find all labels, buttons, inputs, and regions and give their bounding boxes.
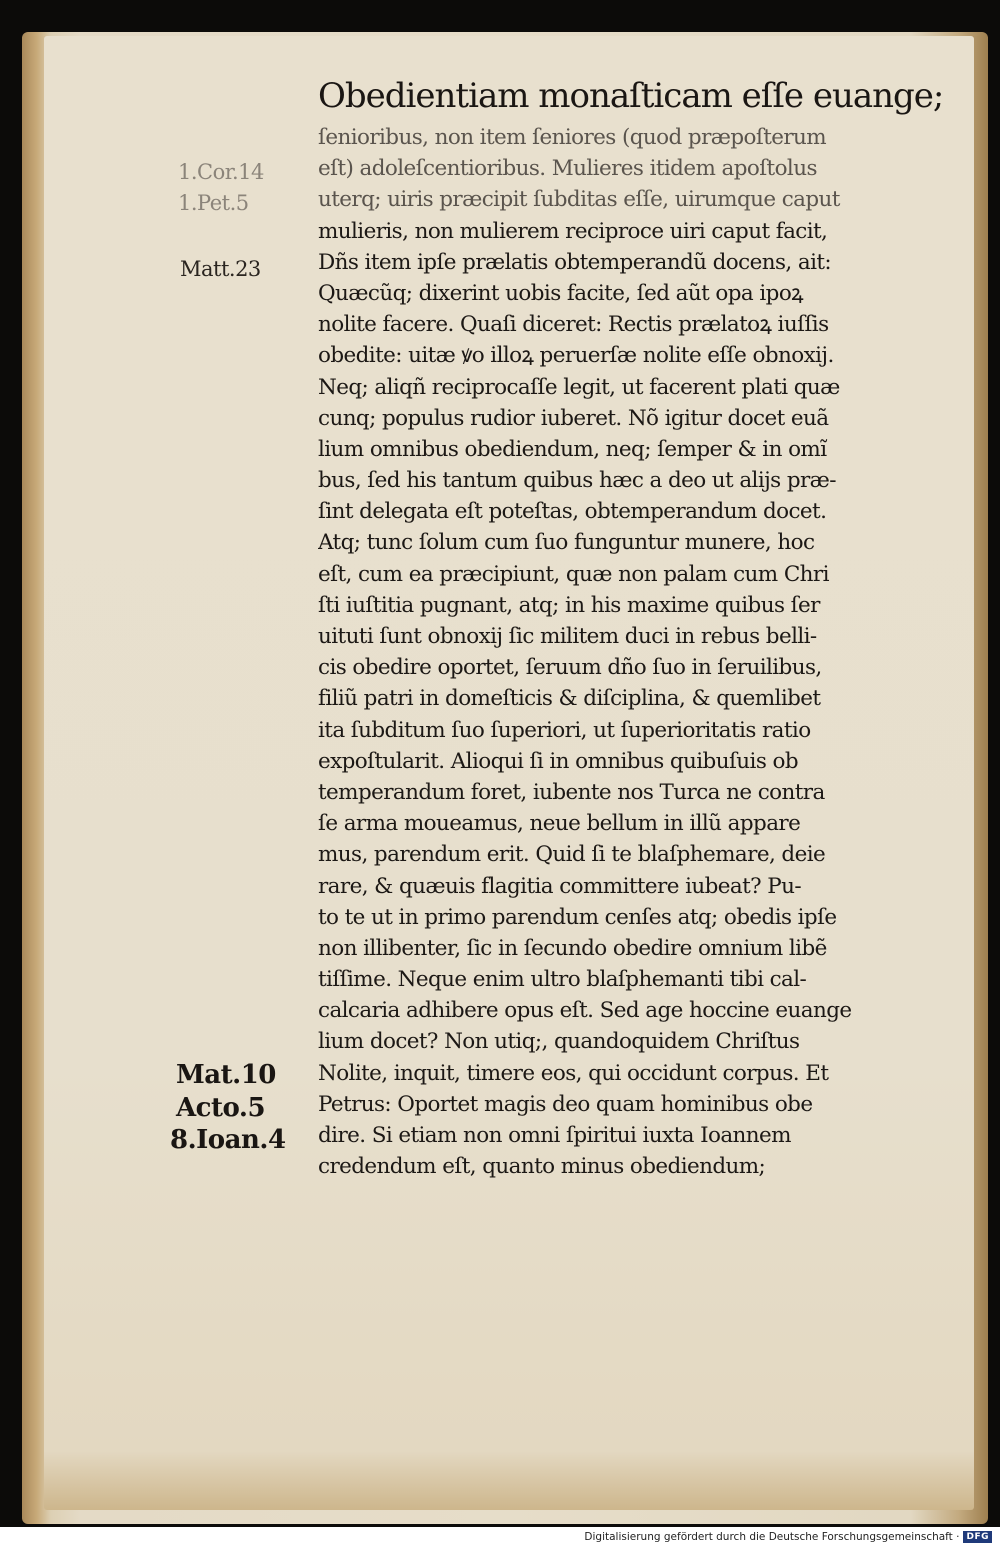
text-line: cis obedire oportet, ſeruum dño ſuo in ſeruilibus, [318,655,822,681]
text-line: uituti ſunt obnoxij ſic militem duci in rebus belli- [318,624,817,649]
text-line: ſenioribus, non item ſeniores (quod præpoſterum [318,125,827,150]
text-line: credendum eſt, quanto minus obediendum; [318,1154,766,1180]
text-line: uterq; uiris præcipit ſubditas eſſe, uirumque caput [318,187,840,213]
text-line: eſt) adoleſcentioribus. Mulieres itidem apoſtolus [318,156,817,182]
margin-note: Matt.23 [180,257,261,281]
text-line: lium docet? Non utiq;, quandoquidem Chriſtus [318,1029,800,1055]
text-line: Quæcũq; dixerint uobis facite, ſed aũt opa ipoꝝ [318,280,803,306]
text-line: cunq; populus rudior iuberet. Nõ igitur docet euã [318,405,829,431]
text-line: ſe arma moueamus, neue bellum in illũ appare [318,811,801,837]
text-line: Dñs item ipſe prælatis obtemperandũ docens, ait: [318,249,832,275]
text-line: lium omnibus obediendum, neq; ſemper & in omĩ [318,436,827,462]
text-line: Atq; tunc ſolum cum ſuo funguntur munere, hoc [318,530,815,556]
text-line: filiũ patri in domeſticis & diſciplina, & quemlibet [318,686,821,712]
margin-note: 1.Cor.14 [178,160,264,184]
text-line: nolite facere. Quaſi diceret: Rectis prælatoꝝ iuſſis [318,312,829,338]
margin-note: 1.Pet.5 [178,191,249,215]
margin-note: Acto.5 [176,1093,266,1123]
text-line: ſint delegata eſt poteſtas, obtemperandum docet. [318,499,827,525]
text-line: Neq; aliqñ reciprocaſſe legit, ut facerent plati quæ [318,374,840,400]
text-line: temperandum foret, iubente nos Turca ne contra [318,779,825,805]
text-line: Petrus: Oportet magis deo quam hominibus obe [318,1091,813,1117]
text-line: to te ut in primo parendum cenſes atq; obedis ipſe [318,904,837,930]
text-line: bus, ſed his tantum quibus hæc a deo ut alijs præ- [318,468,836,494]
running-header: Obedientiam monaſticam eſſe euange; [318,76,944,116]
text-line: rare, & quæuis flagitia committere iubeat? Pu- [318,873,802,899]
text-line: non illibenter, ſic in ſecundo obedire omnium libẽ [318,935,827,961]
text-line: Nolite, inquit, timere eos, qui occidunt corpus. Et [318,1060,829,1086]
digitization-credit [584,1531,992,1543]
text-line: obedite: uitæ ꝟo illoꝝ peruerſæ nolite eſſe obnoxij. [318,343,834,369]
credit-text: Digitalisierung gefördert durch die Deutsche Forschungsgemeinschaft · [584,1531,960,1543]
margin-note: 8.Ioan.4 [170,1125,286,1155]
text-line: ita ſubditum ſuo ſuperiori, ut ſuperioritatis ratio [318,717,811,743]
text-line: tiſſime. Neque enim ultro blaſphemanti tibi cal- [318,967,807,993]
text-line: mulieris, non mulierem reciproce uiri caput facit, [318,218,828,244]
margin-note: Mat.10 [176,1060,276,1090]
text-line: dire. Si etiam non omni ſpiritui iuxta Ioannem [318,1123,791,1148]
text-line: ſti iuſtitia pugnant, atq; in his maxime quibus ſer [318,592,820,618]
body-text [318,122,948,1182]
text-line: mus, parendum erit. Quid ſi te blaſphemare, deie [318,842,826,868]
text-line: eſt, cum ea præcipiunt, quæ non palam cum Chri [318,561,829,587]
text-line: expoſtularit. Alioqui ſi in omnibus quibuſuis ob [318,748,799,774]
dfg-logo: DFG [963,1531,992,1543]
text-line: calcaria adhibere opus eſt. Sed age hoccine euange [318,998,852,1024]
